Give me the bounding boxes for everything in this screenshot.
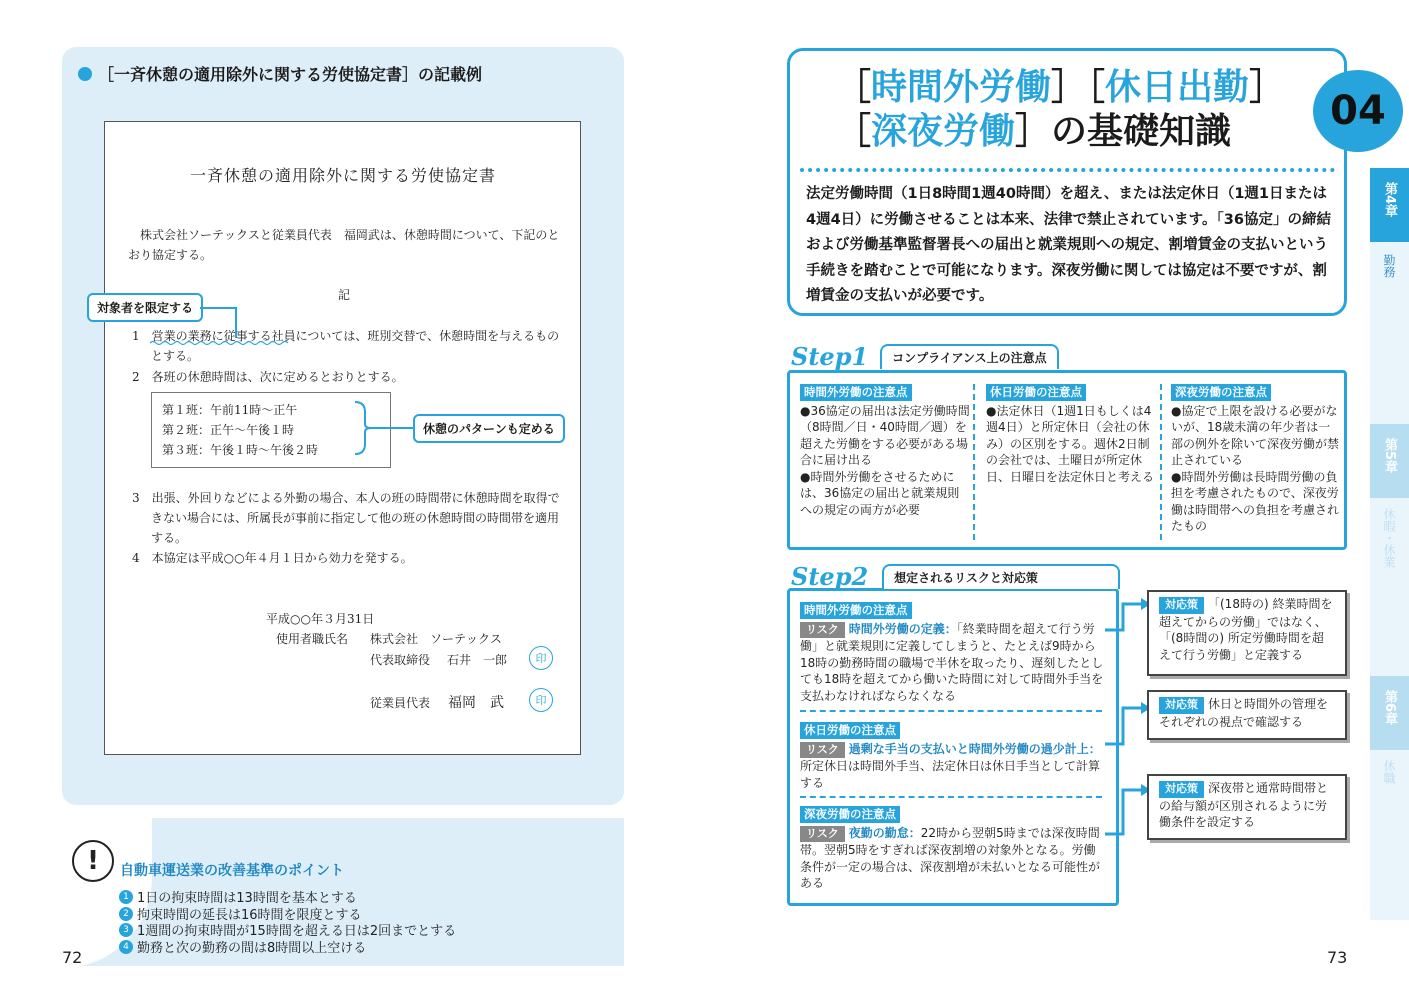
step1-col-overtime [800,384,970,518]
step2-logo: Step2 [791,562,869,591]
bullet-dot-icon [78,67,92,81]
step2-label: 想定されるリスクと対応策 [882,564,1120,589]
page-title: ［時間外労働］［休日出勤］ ［深夜労働］の基礎知識 [835,67,1286,152]
number-circle-icon: 4 [119,940,133,954]
tab-chapter-4-sub: 勤務 [1382,254,1396,278]
doc-emp-label: 従業員代表 [370,696,431,710]
point-item-text: 勤務と次の勤務の間は8時間以上空ける [137,941,367,956]
dotted-divider [800,168,1335,172]
number-circle-icon: 3 [119,923,133,937]
doc-intro-1: 株式会社ソーテックスと従業員代表 福岡武は、休憩時間について、下記のと [140,228,560,242]
block-tag: 休日労働の注意点 [800,722,900,739]
doc-company: 株式会社 ソーテックス [370,632,502,646]
number-circle-icon: 1 [119,890,133,904]
dashed-divider [800,796,1102,798]
col-text: ●法定休日（1週1日もしくは4週4日）と所定休日（会社の休み）の区別をする。週休2日制の会社では、土曜日が所定休日、日曜日を法定休日と考える [986,403,1155,484]
step2-header [791,562,1120,591]
tab-chapter-4[interactable]: 第4章 [1370,168,1409,242]
measure-tag: 対応策 [1159,781,1204,798]
doc-item2: 2 各班の休憩時間は、次に定めるとおりとする。 [132,370,404,384]
measure-text: 「(18時の) 終業時間を超えてからの労働」ではなく、「(8時間の) 所定労働時間を超えて行う労働」と定義する [1159,597,1333,662]
risk-text: 「終業時間を超えて行う労働」と就業規則に定義してしまうと、たとえば9時から18時の勤務時間の職場で半休を取ったり、遅刻したとしても18時を超えてから働いた時間に対して時間外手当を支払わなければならなくなる [800,621,1104,703]
col-tag: 深夜労働の注意点 [1171,384,1271,401]
point-item-text: 拘束時間の延長は16時間を限度とする [137,908,362,923]
tab-chapter-5-sub: 休暇・休業 [1382,508,1396,568]
left-heading-text: ［一斉休憩の適用除外に関する労使協定書］の記載例 [98,65,483,84]
seal-stamp-icon: 印 [529,646,553,670]
point-item-text: 1日の拘束時間は13時間を基本とする [137,891,357,906]
risk-tag: リスク [800,742,845,759]
shift-3: 第３班：午後１時～午後２時 [162,443,319,457]
measure-text: 深夜帯と通常時間帯との給与額が区別されるように労働条件を設定する [1159,781,1329,829]
doc-item3-c: する。 [151,531,188,545]
measure-box-holiday [1147,690,1347,740]
number-circle-icon: 2 [119,907,133,921]
step1-logo: Step1 [791,342,869,371]
doc-item1-a: 1 営業の業務に従事する社員については、班別交替で、休憩時間を与えるもの [132,329,560,343]
callout-target-limit: 対象者を限定する [87,293,203,322]
doc-rep-name: 石井 一郎 [447,653,508,667]
doc-item4: 4 本協定は平成○○年４月１日から効力を発する。 [132,551,413,565]
risk-highlight: 夜勤の勤怠： [848,825,921,840]
tab-chapter-5[interactable]: 第5章 [1370,424,1409,498]
doc-rep-title: 代表取締役 [370,653,431,667]
risk-text: 所定休日は時間外手当、法定休日は休日手当として計算する [800,759,1101,790]
point-item [119,937,366,956]
callout-break-pattern: 休憩のパターンも定める [413,414,565,443]
block-tag: 時間外労働の注意点 [800,602,912,619]
step1-col-night [1171,384,1341,535]
page-number-left: 72 [62,948,83,967]
wavy-underline [150,340,290,346]
tab-chapter-6[interactable]: 第6章 [1370,676,1409,750]
measure-text: 休日と時間外の管理をそれぞれの視点で確認する [1159,697,1329,729]
doc-intro-2: おり協定する。 [128,248,213,262]
col-tag: 休日労働の注意点 [986,384,1086,401]
point-item-text: 1週間の拘束時間が15時間を超える日は2回までとする [137,924,457,939]
risk-highlight: 時間外労働の定義： [848,621,957,636]
measure-tag: 対応策 [1159,597,1204,614]
risk-tag: リスク [800,826,845,843]
column-separator [1160,384,1162,540]
risk-tag: リスク [800,622,845,639]
doc-item3-b: きない場合には、所属長が事前に指定して他の班の休憩時間の時間帯を適用 [151,511,560,525]
shift-2: 第２班：正午～午後１時 [162,423,295,437]
bracket-connector [355,400,415,460]
measure-box-night [1147,774,1347,840]
measure-tag: 対応策 [1159,697,1204,714]
page-number-right: 73 [1327,948,1348,967]
step1-header [791,342,1059,371]
doc-item1-b: とする。 [151,349,200,363]
point-title: 自動車運送業の改善基準のポイント [120,863,344,879]
doc-item3-a: 3 出張、外回りなどによる外勤の場合、本人の班の時間帯に休憩時間を取得で [132,491,560,505]
doc-ki: 記 [338,288,351,302]
doc-title: 一斉休憩の適用除外に関する労使協定書 [190,166,497,185]
tab-chapter-6-sub: 休職 [1382,760,1396,784]
doc-emp-name: 福岡 武 [448,695,504,711]
step2-block-holiday [800,722,1106,791]
doc-date: 平成○○年３月31日 [266,612,375,626]
col-tag: 時間外労働の注意点 [800,384,912,401]
col-text: ●協定で上限を設ける必要がないが、18歳未満の年少者は一部の例外を除いて深夜労働が禁止されている ●時間外労働は長時間労働の負担を考慮されたもので、深夜労働は時間帯への負担を考慮されたもの [1171,403,1340,533]
shift-1: 第１班：午前11時～正午 [162,403,298,417]
intro-paragraph: 法定労働時間（1日8時間1週40時間）を超え、または法定休日（1週1日または4週4日）に労働させることは本来、法律で禁止されています。「36協定」の締結および労働基準監督署長への届出と就業規則への規定、割増賃金の支払いという手続きを踏むことで可能になります。深夜労働に関しては協定は不要ですが、割増賃金の支払いが必要です。 [806,186,1331,304]
step2-block-overtime [800,602,1106,704]
seal-stamp-icon: 印 [529,688,553,712]
doc-employer-label: 使用者職氏名 [276,632,349,646]
block-tag: 深夜労働の注意点 [800,806,900,823]
chapter-side-tabs [1370,168,1409,920]
left-section-heading [78,62,482,85]
col-text: ●36協定の届出は法定労働時間（8時間／日・40時間／週）を超えた労働をする必要がある場合に届け出る ●時間外労働をさせるためには、36協定の届出と就業規則への規定の両方が必要 [800,403,970,517]
exclamation-icon: ! [72,840,114,882]
dashed-divider [800,710,1102,712]
step1-col-holiday [986,384,1156,485]
section-number-badge: 04 [1313,70,1403,152]
column-separator [973,384,975,540]
measure-box-overtime [1147,590,1347,676]
risk-highlight: 過剰な手当の支払いと時間外労働の過少計上： [848,741,1101,756]
risk-text: 22時から翌朝5時までは深夜時間帯。翌朝5時をすぎれば深夜割増の対象外となる。労働条件が一定の場合は、深夜割増が未払いとなる可能性がある [800,825,1101,890]
step2-block-night [800,806,1106,892]
step1-label: コンプライアンス上の注意点 [880,344,1058,369]
